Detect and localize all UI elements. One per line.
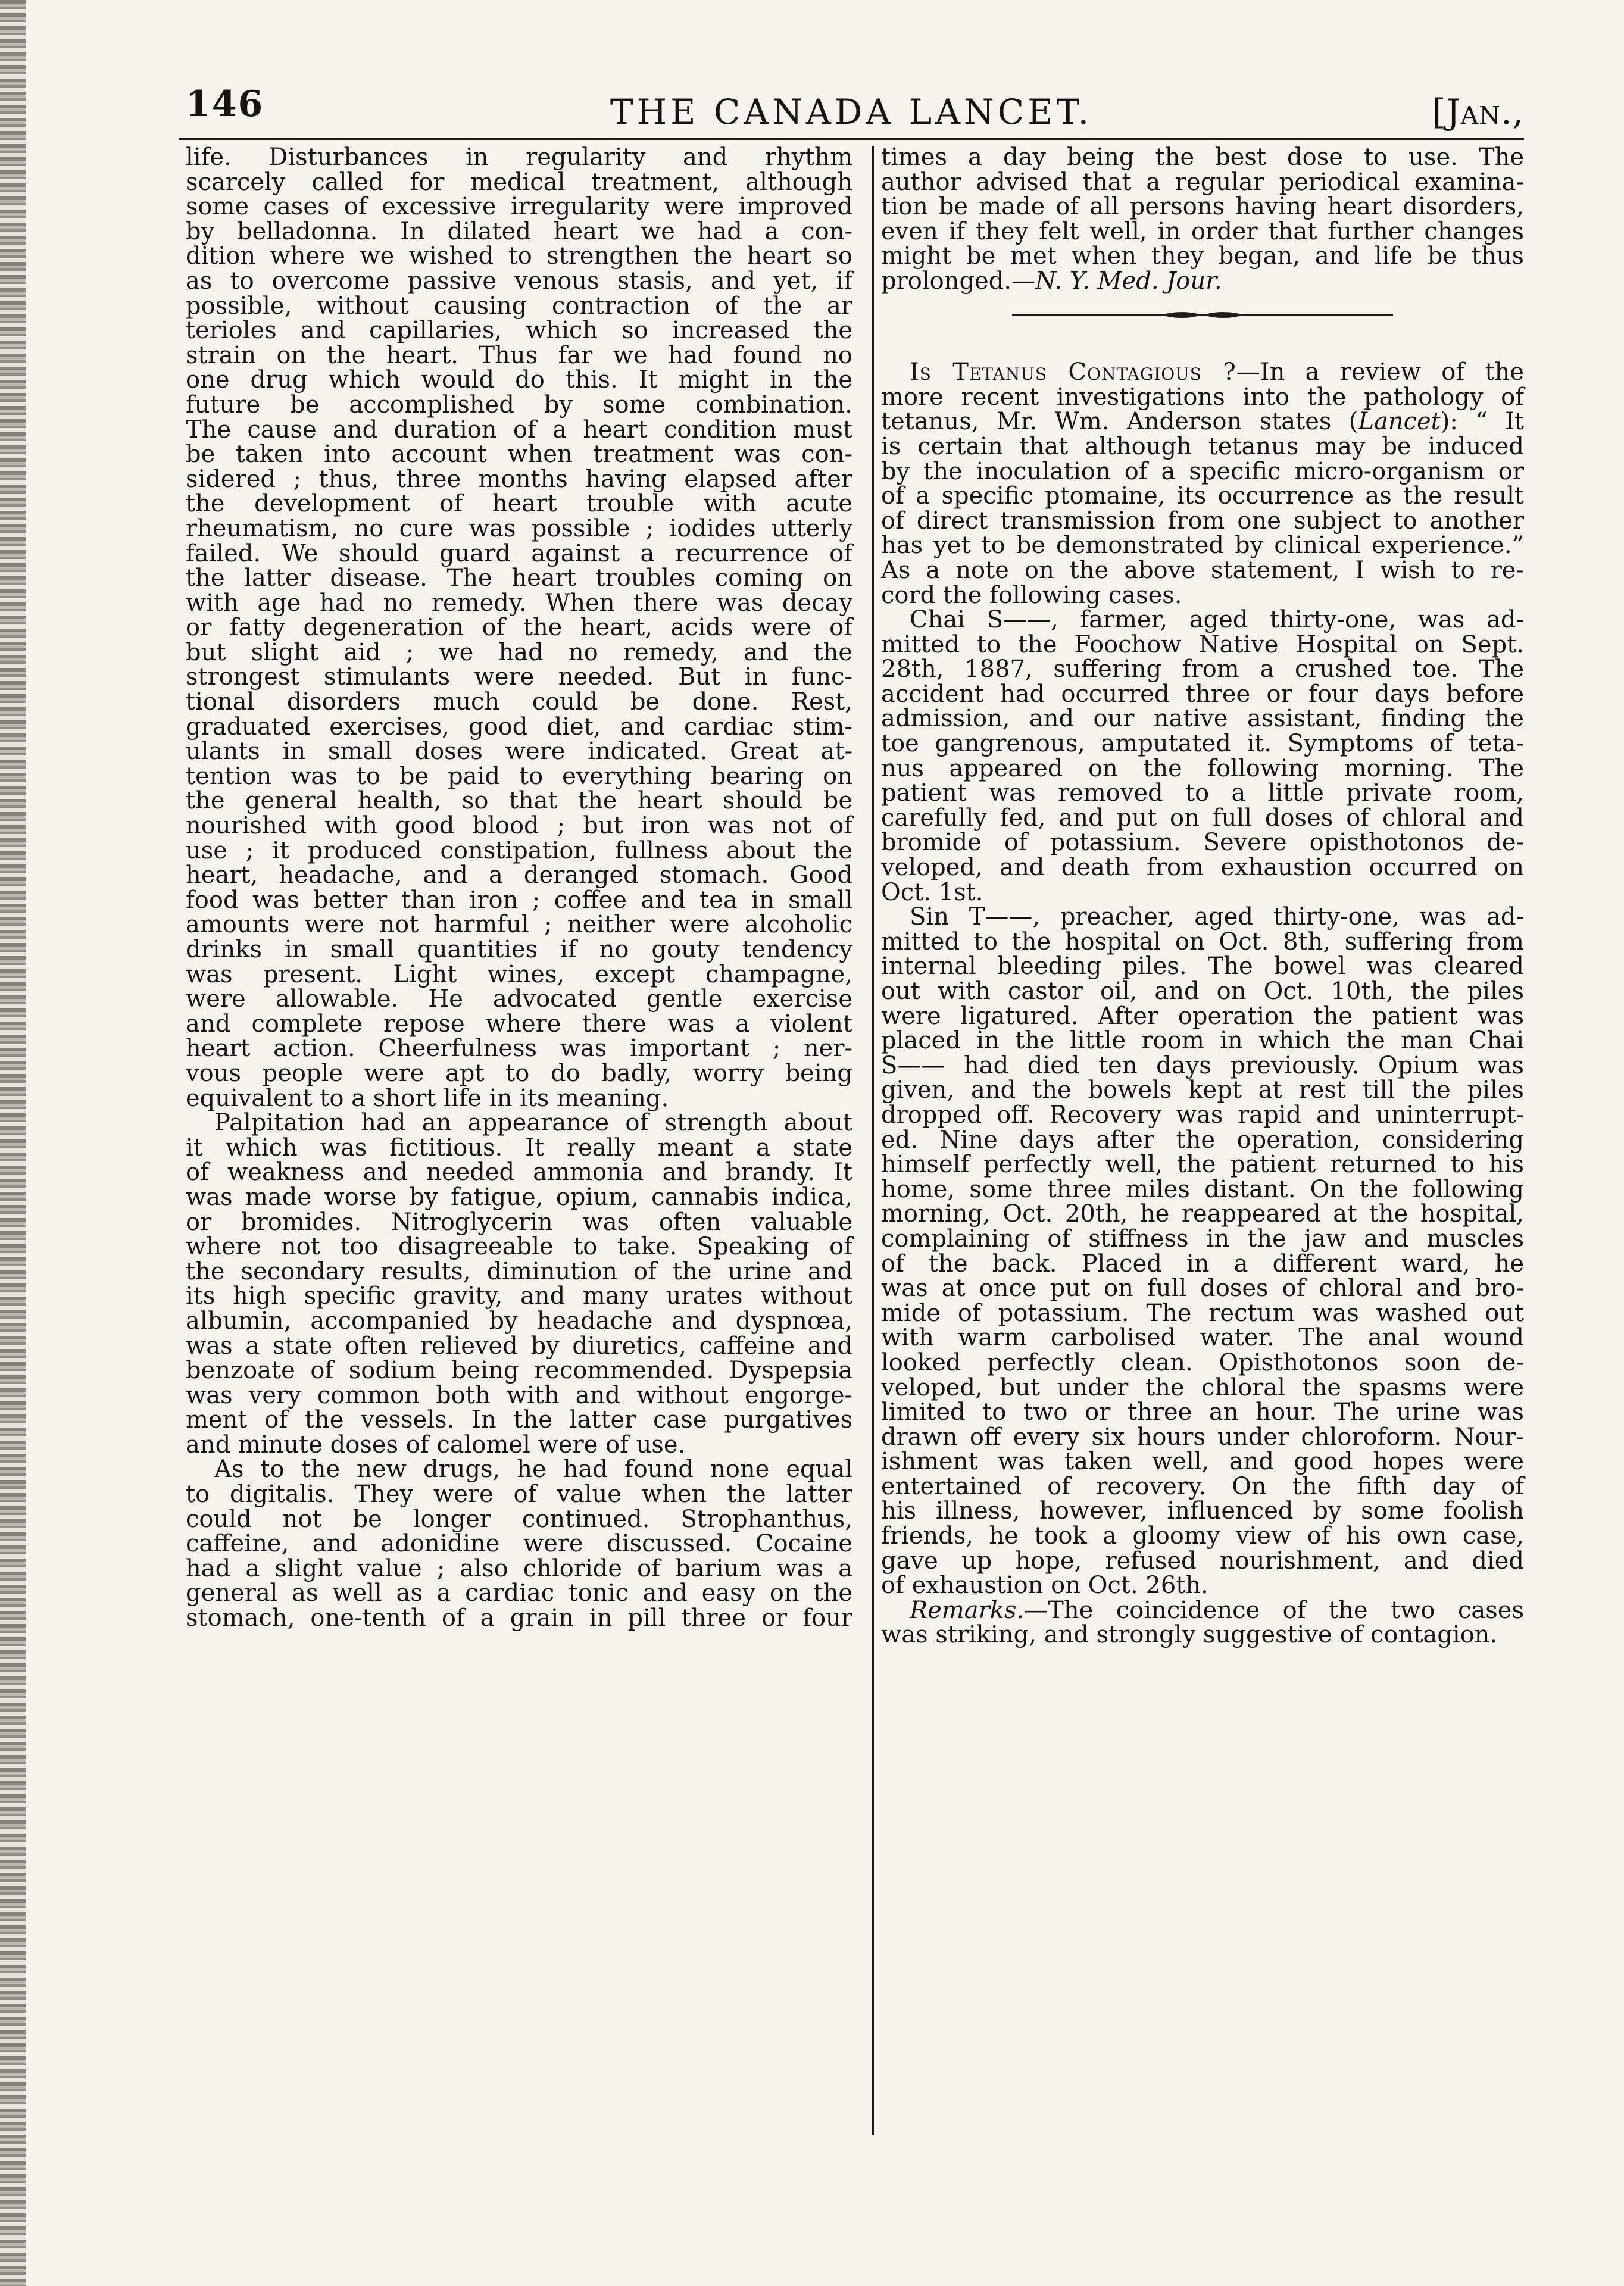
text-line: patient was removed to a little private room, [881, 779, 1524, 807]
remarks-label: Remarks. [910, 1596, 1025, 1624]
text-line: was very common both with and without engorge- [186, 1381, 852, 1409]
page-binding-edge [0, 0, 26, 2286]
citation-text: prolonged.— [881, 267, 1036, 295]
text-line: vous people were apt to do badly, worry being [186, 1059, 852, 1087]
text-line: to digitalis. They were of value when the latter [186, 1481, 852, 1509]
text-line: The cause and duration of a heart condition must [186, 416, 852, 444]
text-line: food was better than iron ; coffee and tea in small [186, 886, 852, 914]
text-fragment: ): “ It [1440, 408, 1524, 436]
text-line: were allowable. He advocated gentle exercise [186, 985, 852, 1013]
text-line: Chai S——, farmer, aged thirty-one, was ad- [910, 606, 1524, 634]
text-fragment: tetanus, Mr. Wm. Anderson states ( [881, 408, 1358, 436]
text-line: terioles and capillaries, which so increased the [186, 317, 852, 345]
text-line: and minute doses of calomel were of use. [186, 1431, 686, 1459]
text-line: friends, he took a gloomy view of his own case, [881, 1522, 1524, 1550]
text-line: be taken into account when treatment was con- [186, 441, 852, 469]
text-line: 28th, 1887, suffering from a crushed toe. The [881, 655, 1524, 683]
text-line: dition where we wished to strengthen the heart so [186, 242, 852, 270]
text-line: ed. Nine days after the operation, considering [881, 1126, 1524, 1154]
text-line: veloped, but under the chloral the spasms were [881, 1373, 1524, 1401]
text-line: drinks in small quantities if no gouty tendency [186, 936, 852, 963]
text-line: future be accomplished by some combination. [186, 391, 852, 419]
text-line: looked perfectly clean. Opisthotonos soon de- [881, 1348, 1524, 1376]
text-line: albumin, accompanied by headache and dyspnœa, [186, 1307, 852, 1335]
text-line: nourished with good blood ; but iron was not of [186, 812, 852, 840]
text-line: were ligatured. After operation the patient was [881, 1002, 1524, 1030]
text-line: accident had occurred three or four days before [881, 680, 1524, 708]
text-line: limited to two or three an hour. The urine was [881, 1398, 1524, 1426]
text-line: graduated exercises, good diet, and cardiac stim- [186, 713, 852, 741]
text-line: tional disorders much could be done. Rest, [186, 688, 852, 716]
text-line: was present. Light wines, except champagne, [186, 960, 852, 988]
text-line: was a state often relieved by diuretics, caffeine and [186, 1332, 852, 1360]
text-line: tion be made of all persons having heart disorders, [881, 193, 1524, 221]
text-line: equivalent to a short life in its meaning. [186, 1084, 669, 1112]
text-line: Palpitation had an appearance of strength about [214, 1109, 852, 1137]
text-line: amounts were not harmful ; neither were alcoholic [186, 911, 852, 939]
text-line: some cases of excessive irregularity were improved [186, 193, 852, 221]
text-line: heart action. Cheerfulness was important ; ner- [186, 1035, 852, 1063]
text-line: internal bleeding piles. The bowel was cleared [881, 952, 1524, 980]
text-line: mitted to the Foochow Native Hospital on Sept. [881, 630, 1524, 658]
text-line: it which was fictitious. It really meant a state [186, 1133, 852, 1161]
text-line: stomach, one-tenth of a grain in pill three or four [186, 1604, 852, 1632]
text-line: one drug which would do this. It might in the [186, 366, 852, 394]
text-line: dropped off. Recovery was rapid and uninterrupt- [881, 1101, 1524, 1129]
text-line: cord the following cases. [881, 581, 1182, 609]
text-line: or fatty degeneration of the heart, acids were of [186, 614, 852, 642]
text-line: where not too disagreeable to take. Speaking of [186, 1233, 852, 1261]
text-line: the latter disease. The heart troubles coming on [186, 564, 852, 592]
text-line: sidered ; thus, three months having elapsed after [186, 465, 852, 493]
issue-month: [Jan., [1432, 92, 1524, 132]
text-line: entertained of recovery. On the fifth day of [881, 1472, 1524, 1500]
text-line: the secondary results, diminution of the urine and [186, 1257, 852, 1285]
section-divider [881, 294, 1524, 336]
text-line: rheumatism, no cure was possible ; iodides utterly [186, 514, 852, 542]
text-line: ment of the vessels. In the latter case purgatives [186, 1406, 852, 1434]
remarks-text: —The coincidence of the two cases [1024, 1596, 1524, 1624]
text-line: has yet to be demonstrated by clinical experience.” [881, 532, 1524, 560]
right-column [881, 145, 1524, 1648]
text-line: strongest stimulants were needed. But in func- [186, 663, 852, 691]
text-line: by the inoculation of a specific micro-organism or [881, 457, 1524, 485]
ornamental-rule-icon [1012, 306, 1393, 324]
text-line: Sin T——, preacher, aged thirty-one, was ad- [910, 903, 1524, 931]
text-line: might be met when they began, and life be thus [881, 242, 1524, 270]
text-line: possible, without causing contraction of the ar [186, 292, 852, 320]
citation-line [881, 269, 1524, 294]
header-rule [179, 138, 1524, 140]
text-line: was at once put on full doses of chloral and bro- [881, 1275, 1524, 1303]
text-line: had a slight value ; also chloride of barium was a [186, 1554, 852, 1582]
text-line: with age had no remedy. When there was decay [186, 589, 852, 617]
text-line: was striking, and strongly suggestive of contagion. [881, 1621, 1498, 1649]
text-line: drawn off every six hours under chloroform. Nour- [881, 1423, 1524, 1451]
text-line: but slight aid ; we had no remedy, and the [186, 638, 852, 666]
text-line: of weakness and needed ammonia and brandy. It [186, 1158, 852, 1186]
text-line: failed. We should guard against a recurrence of [186, 539, 852, 567]
text-line: and complete repose where there was a violent [186, 1010, 852, 1038]
text-line: more recent investigations into the pathology of [881, 383, 1524, 411]
text-line: tention was to be paid to everything bearing on [186, 762, 852, 790]
text-line: bromide of potassium. Severe opisthotonos de- [881, 829, 1524, 857]
text-line: is certain that although tetanus may be induced [881, 432, 1524, 460]
text-line: its high specific gravity, and many urates without [186, 1282, 852, 1310]
text-line: strain on the heart. Thus far we had found no [186, 341, 852, 369]
text-line: as to overcome passive venous stasis, and yet, if [186, 267, 852, 295]
text-line: even if they felt well, in order that further changes [881, 217, 1524, 245]
left-column [186, 145, 852, 1631]
citation-source: N. Y. Med. Jour. [1035, 267, 1222, 295]
text-line: As a note on the above statement, I wish to re- [881, 556, 1524, 584]
text-line: ishment was taken well, and good hopes were [881, 1448, 1524, 1476]
article-intro: —In a review of the [1236, 358, 1524, 386]
text-line: complaining of stiffness in the jaw and muscles [881, 1225, 1524, 1253]
article-heading: Is Tetanus Contagious ? [910, 358, 1236, 386]
spacer [881, 336, 1524, 361]
text-line: of exhaustion on Oct. 26th. [881, 1572, 1208, 1600]
text-line: toe gangrenous, amputated it. Symptoms of teta- [881, 730, 1524, 758]
text-line: placed in the little room in which the man Chai [881, 1027, 1524, 1055]
text-line-with-citation [881, 410, 1524, 435]
text-line: heart, headache, and a deranged stomach. Good [186, 861, 852, 889]
text-line: of a specific ptomaine, its occurrence as the result [881, 482, 1524, 510]
text-line: morning, Oct. 20th, he reappeared at the hospital, [881, 1200, 1524, 1228]
text-line: by belladonna. In dilated heart we had a con- [186, 217, 852, 245]
article-first-line [881, 360, 1524, 385]
text-line: scarcely called for medical treatment, although [186, 168, 852, 196]
text-line: mitted to the hospital on Oct. 8th, suffering from [881, 927, 1524, 955]
text-line: of the back. Placed in a different ward, he [881, 1250, 1524, 1278]
text-line: or bromides. Nitroglycerin was often valuable [186, 1208, 852, 1236]
page-number: 146 [186, 83, 264, 125]
text-line: benzoate of sodium being recommended. Dyspepsia [186, 1357, 852, 1385]
text-line: home, some three miles distant. On the following [881, 1175, 1524, 1203]
text-line: was made worse by fatigue, opium, cannabis indica, [186, 1183, 852, 1211]
text-line: As to the new drugs, he had found none equal [214, 1456, 852, 1484]
text-line: times a day being the best dose to use. The [881, 143, 1524, 171]
running-header [179, 83, 1524, 137]
text-line: Oct. 1st. [881, 878, 983, 906]
text-line: carefully fed, and put on full doses of chloral and [881, 804, 1524, 832]
text-line: admission, and our native assistant, finding the [881, 705, 1524, 733]
text-line: mide of potassium. The rectum was washed out [881, 1299, 1524, 1327]
text-line: life. Disturbances in regularity and rhythm [186, 143, 852, 171]
text-line: use ; it produced constipation, fullness about the [186, 836, 852, 864]
text-line: nus appeared on the following morning. The [881, 754, 1524, 782]
text-line: the general health, so that the heart should be [186, 787, 852, 815]
column-divider [872, 146, 874, 2135]
text-line: ulants in small doses were indicated. Great at- [186, 738, 852, 766]
text-line: gave up hope, refused nourishment, and died [881, 1547, 1524, 1575]
journal-title: THE CANADA LANCET. [610, 92, 1093, 132]
text-line: his illness, however, influenced by some foolish [881, 1497, 1524, 1525]
text-line: veloped, and death from exhaustion occurred on [881, 854, 1524, 882]
text-line: caffeine, and adonidine were discussed. Cocaine [186, 1530, 852, 1558]
text-line: the development of heart trouble with acute [186, 490, 852, 518]
text-line: of direct transmission from one subject to another [881, 507, 1524, 535]
text-line: himself perfectly well, the patient returned to his [881, 1151, 1524, 1179]
remarks-line [881, 1598, 1524, 1623]
text-line: could not be longer continued. Strophanthus, [186, 1505, 852, 1533]
text-line: general as well as a cardiac tonic and easy on the [186, 1579, 852, 1607]
text-line: S—— had died ten days previously. Opium was [881, 1051, 1524, 1079]
text-line: given, and the bowels kept at rest till the piles [881, 1076, 1524, 1104]
cited-journal: Lancet [1358, 408, 1441, 436]
text-line: with warm carbolised water. The anal wound [881, 1324, 1524, 1352]
text-line: out with castor oil, and on Oct. 10th, the piles [881, 978, 1524, 1005]
text-line: author advised that a regular periodical examina- [881, 168, 1524, 196]
